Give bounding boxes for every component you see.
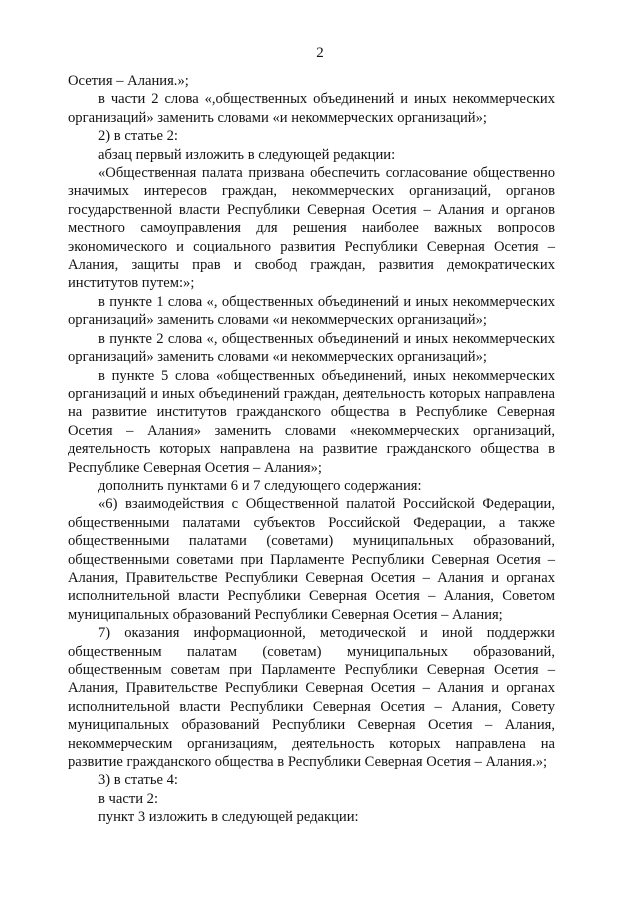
paragraph-continuation: Осетия – Алания.»;	[68, 73, 189, 89]
paragraph: дополнить пунктами 6 и 7 следующего содержания:	[98, 477, 422, 494]
paragraph: 3) в статье 4:	[98, 772, 178, 789]
paragraph: в части 2 слова «,общественных объединений и иных некоммерческих организаций» заменить словами «и некоммерческих организаций»;	[68, 91, 555, 126]
paragraph: пункт 3 изложить в следующей редакции:	[98, 809, 359, 826]
paragraph: в части 2:	[98, 790, 159, 807]
paragraph: в пункте 5 слова «общественных объединений, иных некоммерческих организаций и иных объединений граждан, деятельность которых направлена на развитие институтов гражданского общества в Республике Северная Осетия – Алания» заменить словами «некоммерческих организаций, деятельность которых направлена на развитие гражданского общества в Республике Северная Осетия – Алания»;	[68, 367, 555, 476]
paragraph: «Общественная палата призвана обеспечить согласование общественно значимых интересов граждан, некоммерческих организаций, органов государственной власти Республики Северная Осетия – Алания и органов местного самоуправления для решения наиболее важных вопросов экономического и социального развития Республики Северная Осетия – Алания, защиты прав и свобод граждан, развития демократических институтов путем:»;	[68, 165, 555, 292]
paragraph: 2) в статье 2:	[98, 128, 178, 145]
paragraph: в пункте 1 слова «, общественных объединений и иных некоммерческих организаций» заменить словами «и некоммерческих организаций»;	[68, 293, 555, 329]
paragraph: в пункте 2 слова «, общественных объединений и иных некоммерческих организаций» заменить словами «и некоммерческих организаций»;	[68, 330, 555, 366]
paragraph: «6) взаимодействия с Общественной палатой Российской Федерации, общественными палатами субъектов Российской Федерации, а также общественными палатами (советами) муниципальных образований, общественными советами при Парламенте Республики Северная Осетия – Алания, Правительстве Республики Северная Осетия – Алания и органах исполнительной власти Республики Северная Осетия – Алания, Советом муниципальных образований Республики Северная Осетия – Алания;	[68, 496, 555, 623]
page-number: 2	[316, 45, 324, 61]
document-body	[68, 72, 555, 827]
paragraph: абзац первый изложить в следующей редакции:	[98, 146, 396, 163]
paragraph: 7) оказания информационной, методической и иной поддержки общественным палатам (советам) муниципальных образований, общественным советам при Парламенте Республики Северная Осетия – Алания, Правительстве Республики Северная Осетия – Алания и органах исполнительной власти Республики Северная Осетия – Алания, Совету муниципальных образований Республики Северная Осетия – Алания, некоммерческим организациям, деятельность которых направлена на развитие гражданского общества в Республики Северная Осетия – Алания.»;	[68, 625, 555, 771]
